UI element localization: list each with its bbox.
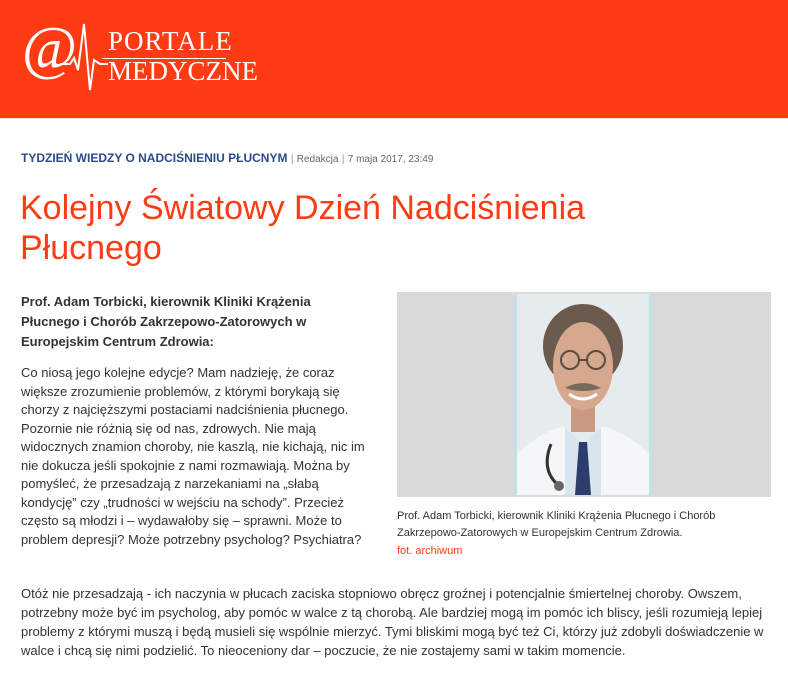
author-photo [514,294,652,495]
site-header [0,0,788,119]
article-title: Kolejny Światowy Dzień Nadciśnienia Płucnego [20,189,586,267]
meta-separator: | [341,154,345,165]
photo-caption: Prof. Adam Torbicki, kierownik Kliniki Krążenia Płucnego i Chorób Zakrzepowo-Zatorowych w Europejskim Centrum Zdrowia. [397,510,716,539]
heartbeat-icon [60,20,108,92]
article-category-link[interactable]: TYDZIEŃ WIEDZY O NADCIŚNIENIU PŁUCNYM [21,151,288,165]
article-lead: Prof. Adam Torbicki, kierownik Kliniki Krążenia Płucnego i Chorób Zakrzepowo-Zatorowych w Europejskim Centrum Zdrowia: [21,294,311,349]
article-meta [21,151,781,167]
site-logo[interactable] [20,14,258,94]
article-photo-frame [397,292,771,497]
logo-text-portale: PORTALE [108,26,233,56]
article-paragraph: Co niosą jego kolejne edycje? Mam nadzieję, że coraz większe zrozumienie problemów, z którymi borykają się chorzy z najcięższymi postaciami nadciśnienia płucnego. Pozornie nie różnią się od nas, zdrowych. Nie mają widocznych znamion choroby, nie kaszlą, nie kichają, nic im nie dokucza jeśli spokojnie z nami rozmawiają. Można by pomyśleć, że przesadzają z narzekaniami na „słabą kondycję” czy „trudności w wejściu na schody”. Przecież często są młodzi i – wydawałoby się – sprawni. Może to problem depresji? Może potrzebny psycholog? Psychiatra? [21,365,365,547]
article-paragraph: Otóż nie przesadzają - ich naczynia w płucach zaciska stopniowo obręcz groźnej i potencjalnie śmiertelnej choroby. Owszem, potrzebny może być im psycholog, aby pomóc w walce z tą chorobą. Ale bardziej mogą im pomóc ich bliscy, jeśli rozumieją lepiej problemy z którymi muszą i będą musieli się wspólnie mierzyć. Tymi bliskimi mogą być też Ci, którzy już zdobyli doświadczenie w walce i chcą się nimi podzielić. To nieoceniony dar – poczucie, że nie zostajemy sami w takim momencie. [21,586,764,658]
portrait-illustration [517,294,649,495]
meta-separator: | [290,154,294,165]
logo-at-symbol: @ [22,15,78,81]
article-date: 7 maja 2017, 23:49 [347,154,434,165]
logo-text-medyczne: MEDYCZNE [108,56,258,86]
article-author: Redakcja [296,154,339,165]
photo-credit: fot. archiwum [397,545,463,557]
